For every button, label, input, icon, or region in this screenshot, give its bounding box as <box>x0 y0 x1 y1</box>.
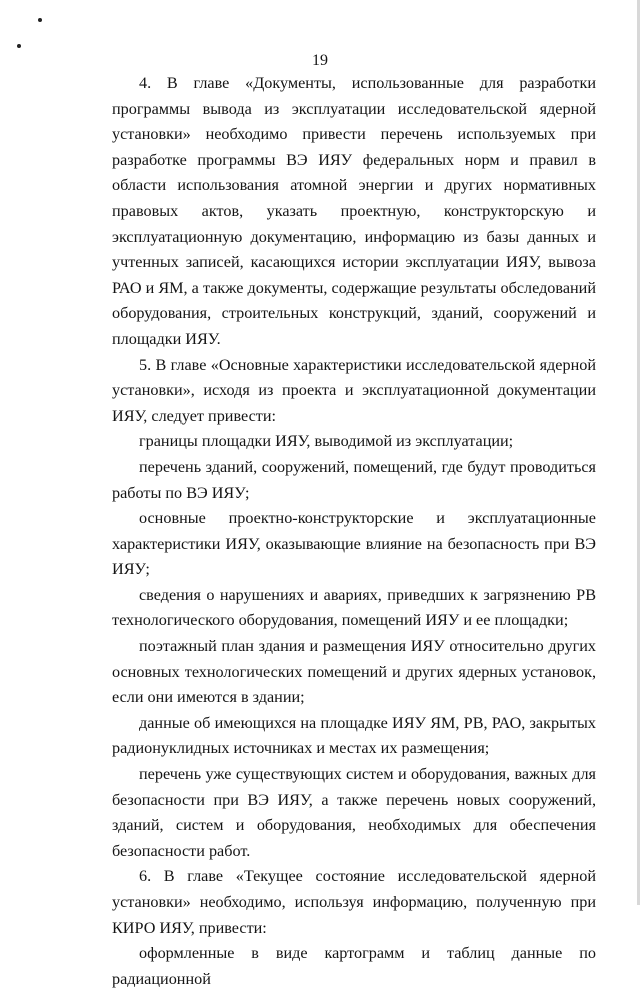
list-item-incidents: сведения о нарушениях и авариях, приведших к загрязнению РВ технологического оборудования, помещений ИЯУ и ее площадки; <box>112 585 596 630</box>
scan-speck <box>17 44 21 48</box>
list-item-buildings-list: перечень зданий, сооружений, помещений, где будут проводиться работы по ВЭ ИЯУ; <box>112 457 596 502</box>
paragraph-5-characteristics: 5. В главе «Основные характеристики исследовательской ядерной установки», исходя из проекта и эксплуатационной документации ИЯУ, следует привести: <box>112 355 596 425</box>
list-item-design-characteristics: основные проектно-конструкторские и эксплуатационные характеристики ИЯУ, оказывающие влияние на безопасность при ВЭ ИЯУ; <box>112 509 596 579</box>
paragraph-4-documents: 4. В главе «Документы, использованные для разработки программы вывода из эксплуатации исследовательской ядерной установки» необходимо привести перечень используемых при разработке программы ВЭ ИЯУ федеральных норм и правил в области использования атомной энергии и других нормативных правовых актов, указать проектную, конструкторскую и эксплуатационную документацию, информацию из базы данных и учтенных записей, касающихся истории эксплуатации ИЯУ, вывоза РАО и ЯМ, а также документы, содержащие результаты обследований оборудования, строительных конструкций, зданий, сооружений и площадки ИЯУ. <box>112 74 596 348</box>
list-item-materials-data: данные об имеющихся на площадке ИЯУ ЯМ, РВ, РАО, закрытых радионуклидных источниках и местах их размещения; <box>112 713 596 758</box>
page-number: 19 <box>312 52 328 69</box>
paragraph-6-current-state: 6. В главе «Текущее состояние исследовательской ядерной установки» необходимо, используя информацию, полученную при КИРО ИЯУ, привести: <box>112 867 596 937</box>
list-item-safety-systems: перечень уже существующих систем и оборудования, важных для безопасности при ВЭ ИЯУ, а также перечень новых сооружений, зданий, систем и оборудования, необходимых для обеспечения безопасности работ. <box>112 765 596 860</box>
body-text <box>112 71 596 992</box>
list-item-floor-plan: поэтажный план здания и размещения ИЯУ относительно других основных технологических помещений и других ядерных установок, если они имеются в здании; <box>112 637 596 707</box>
list-item-site-boundaries: границы площадки ИЯУ, выводимой из эксплуатации; <box>139 432 514 451</box>
list-item-radiation-data: оформленные в виде картограмм и таблиц данные по радиационной <box>112 944 596 988</box>
scan-speck <box>38 18 42 22</box>
